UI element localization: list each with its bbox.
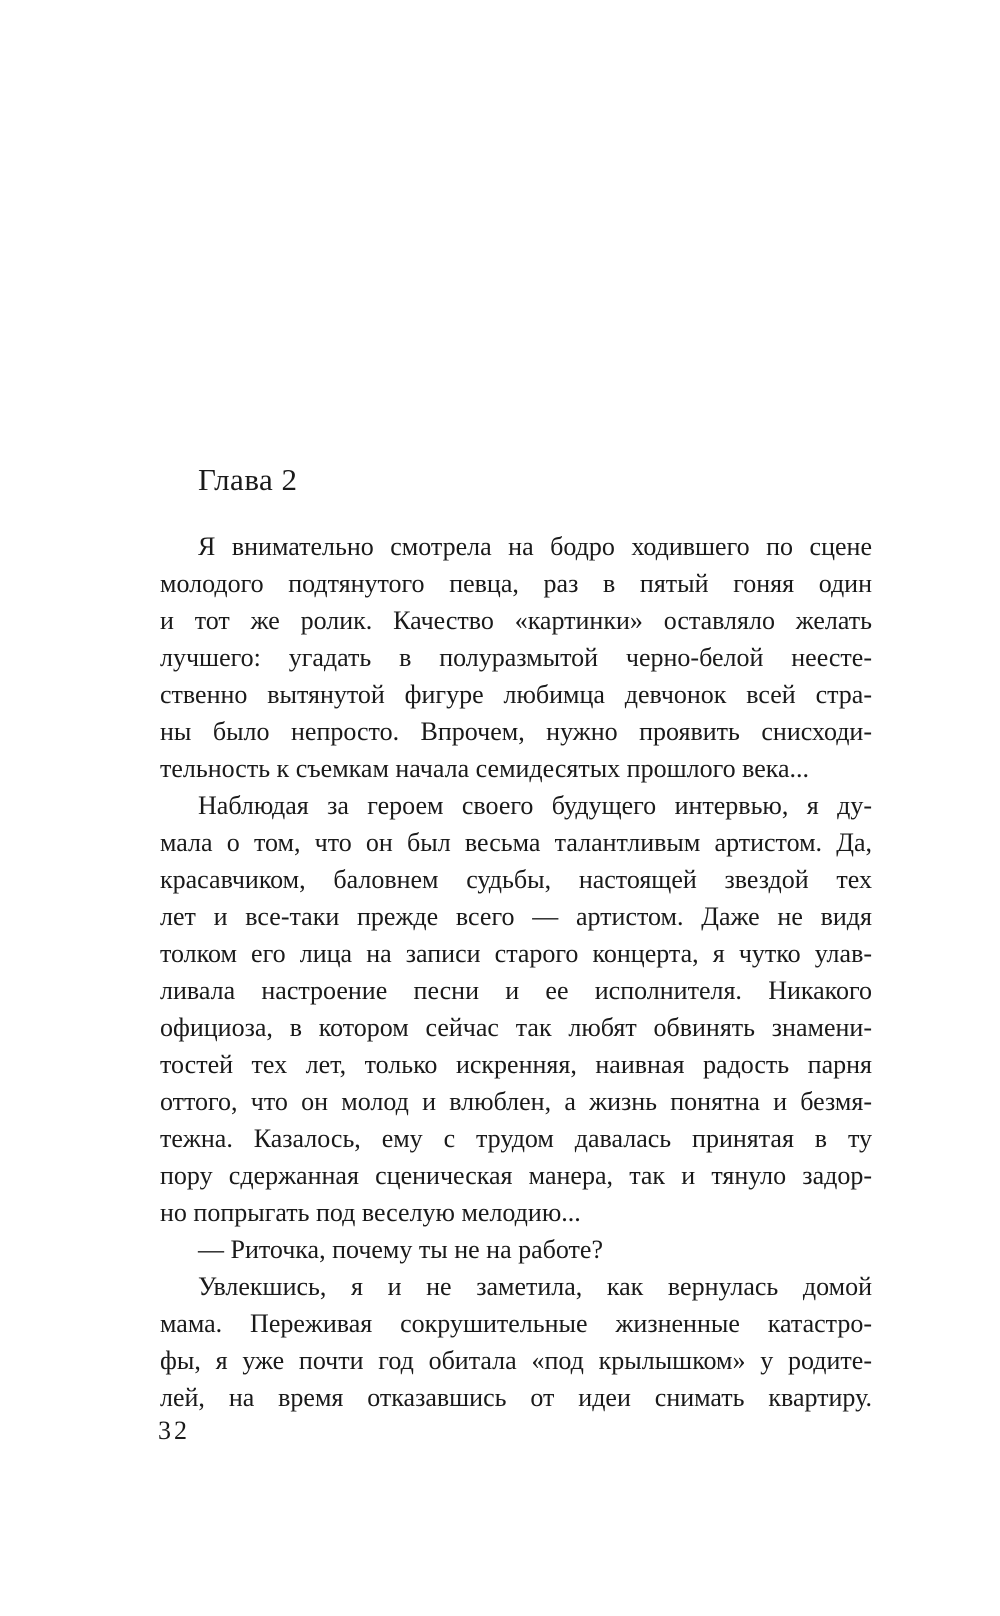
page-number: 32	[158, 1416, 190, 1445]
text-line: фы, я уже почти год обитала «под крылышком» у родите-	[160, 1346, 872, 1375]
text-line: молодого подтянутого певца, раз в пятый гоняя один	[160, 569, 872, 598]
text-line: и тот же ролик. Качество «картинки» оставляло желать	[160, 606, 872, 635]
text-line: толком его лица на записи старого концерта, я чутко улав-	[160, 939, 872, 968]
text-line: тельность к съемкам начала семидесятых прошлого века...	[160, 754, 810, 783]
text-line: Увлекшись, я и не заметила, как вернулась домой	[198, 1272, 872, 1301]
text-line: пору сдержанная сценическая манера, так и тянуло задор-	[160, 1161, 872, 1190]
dialogue-line: — Риточка, почему ты не на работе?	[198, 1235, 603, 1264]
text-line: ливала настроение песни и ее исполнителя. Никакого	[160, 976, 872, 1005]
text-line: лучшего: угадать в полуразмытой черно-белой неесте-	[160, 643, 872, 672]
body-text	[160, 528, 872, 1416]
text-line: но попрыгать под веселую мелодию...	[160, 1198, 581, 1227]
text-line: тостей тех лет, только искренняя, наивная радость парня	[160, 1050, 872, 1079]
text-line: мама. Переживая сокрушительные жизненные катастро-	[160, 1309, 872, 1338]
text-line: официоза, в котором сейчас так любят обвинять знамени-	[160, 1013, 872, 1042]
text-line: ны было непросто. Впрочем, нужно проявить снисходи-	[160, 717, 872, 746]
text-line: ственно вытянутой фигуре любимца девчонок всей стра-	[160, 680, 872, 709]
text-line: красавчиком, баловнем судьбы, настоящей звездой тех	[160, 865, 872, 894]
text-line: Наблюдая за героем своего будущего интервью, я ду-	[198, 791, 872, 820]
text-line: мала о том, что он был весьма талантливым артистом. Да,	[160, 828, 872, 857]
text-line: оттого, что он молод и влюблен, а жизнь понятна и безмя-	[160, 1087, 872, 1116]
chapter-title: Глава 2	[198, 462, 298, 497]
text-line: лет и все-таки прежде всего — артистом. Даже не видя	[160, 902, 872, 931]
text-line: Я внимательно смотрела на бодро ходившего по сцене	[198, 532, 872, 561]
text-line: лей, на время отказавшись от идеи снимать квартиру.	[160, 1383, 872, 1412]
text-line: тежна. Казалось, ему с трудом давалась принятая в ту	[160, 1124, 872, 1153]
